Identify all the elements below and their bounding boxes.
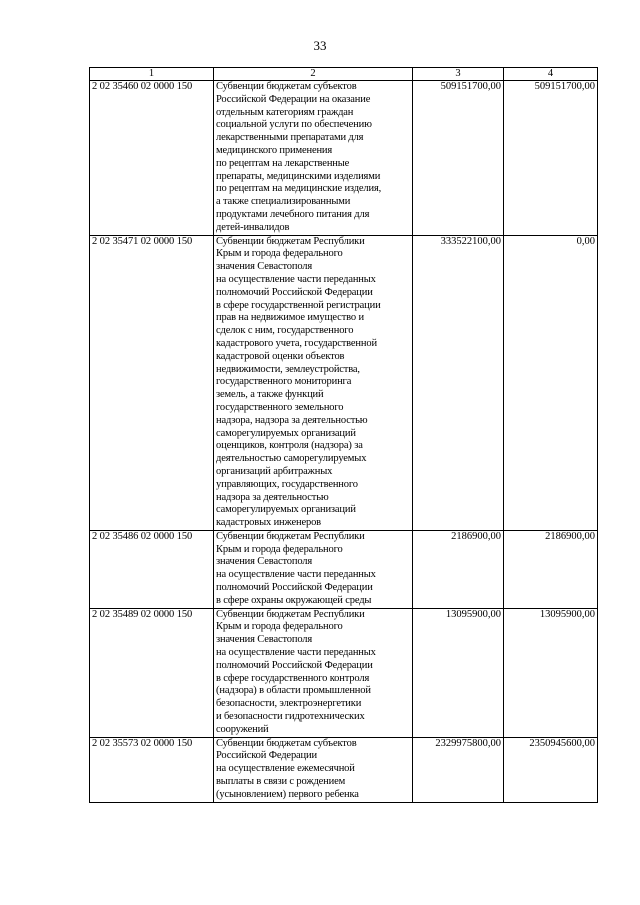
amount-cell-col4: 2186900,00 — [504, 530, 598, 608]
budget-code-cell: 2 02 35486 02 0000 150 — [90, 530, 214, 608]
amount-cell-col3: 509151700,00 — [413, 81, 504, 236]
amount-cell-col3: 2329975800,00 — [413, 737, 504, 802]
amount-cell-col4: 509151700,00 — [504, 81, 598, 236]
budget-code-cell: 2 02 35489 02 0000 150 — [90, 608, 214, 737]
column-header-3: 3 — [413, 68, 504, 81]
amount-cell-col3: 2186900,00 — [413, 530, 504, 608]
description-cell: Субвенции бюджетам Республики Крым и города федерального значения Севастополя на осуществление части переданных полномочий Российской Федерации в сфере государственной регистрации прав на недвижимое имущество и сделок с ним, государственного кадастрового учета, государственной кадастровой оценки объектов недвижимости, землеустройства, государственного мониторинга земель, а также функций государственного земельного надзора, надзора за деятельностью саморегулируемых организаций оценщиков, контроля (надзора) за деятельностью саморегулируемых организаций арбитражных управляющих, государственного надзора за деятельностью саморегулируемых организаций кадастровых инженеров — [214, 235, 413, 530]
description-cell: Субвенции бюджетам субъектов Российской Федерации на оказание отдельным категориям граждан социальной услуги по обеспечению лекарственными препаратами для медицинского применения по рецептам на лекарственные препараты, медицинскими изделиями по рецептам на медицинские изделия, а также специализированными продуктами лечебного питания для детей-инвалидов — [214, 81, 413, 236]
budget-code-cell: 2 02 35471 02 0000 150 — [90, 235, 214, 530]
column-header-4: 4 — [504, 68, 598, 81]
budget-code-cell: 2 02 35460 02 0000 150 — [90, 81, 214, 236]
table-row — [90, 608, 598, 737]
budget-table — [89, 67, 598, 803]
budget-code-cell: 2 02 35573 02 0000 150 — [90, 737, 214, 802]
description-cell: Субвенции бюджетам Республики Крым и города федерального значения Севастополя на осуществление части переданных полномочий Российской Федерации в сфере охраны окружающей среды — [214, 530, 413, 608]
amount-cell-col4: 2350945600,00 — [504, 737, 598, 802]
table-header-row — [90, 68, 598, 81]
description-cell: Субвенции бюджетам Республики Крым и города федерального значения Севастополя на осуществление части переданных полномочий Российской Федерации в сфере государственного контроля (надзора) в области промышленной безопасности, электроэнергетики и безопасности гидротехнических сооружений — [214, 608, 413, 737]
page-number: 33 — [313, 38, 327, 53]
table-row — [90, 235, 598, 530]
column-header-2: 2 — [214, 68, 413, 81]
table-row — [90, 737, 598, 802]
table-row — [90, 81, 598, 236]
amount-cell-col4: 0,00 — [504, 235, 598, 530]
column-header-1: 1 — [90, 68, 214, 81]
amount-cell-col4: 13095900,00 — [504, 608, 598, 737]
amount-cell-col3: 333522100,00 — [413, 235, 504, 530]
description-cell: Субвенции бюджетам субъектов Российской Федерации на осуществление ежемесячной выплаты в связи с рождением (усыновлением) первого ребенка — [214, 737, 413, 802]
table-row — [90, 530, 598, 608]
amount-cell-col3: 13095900,00 — [413, 608, 504, 737]
